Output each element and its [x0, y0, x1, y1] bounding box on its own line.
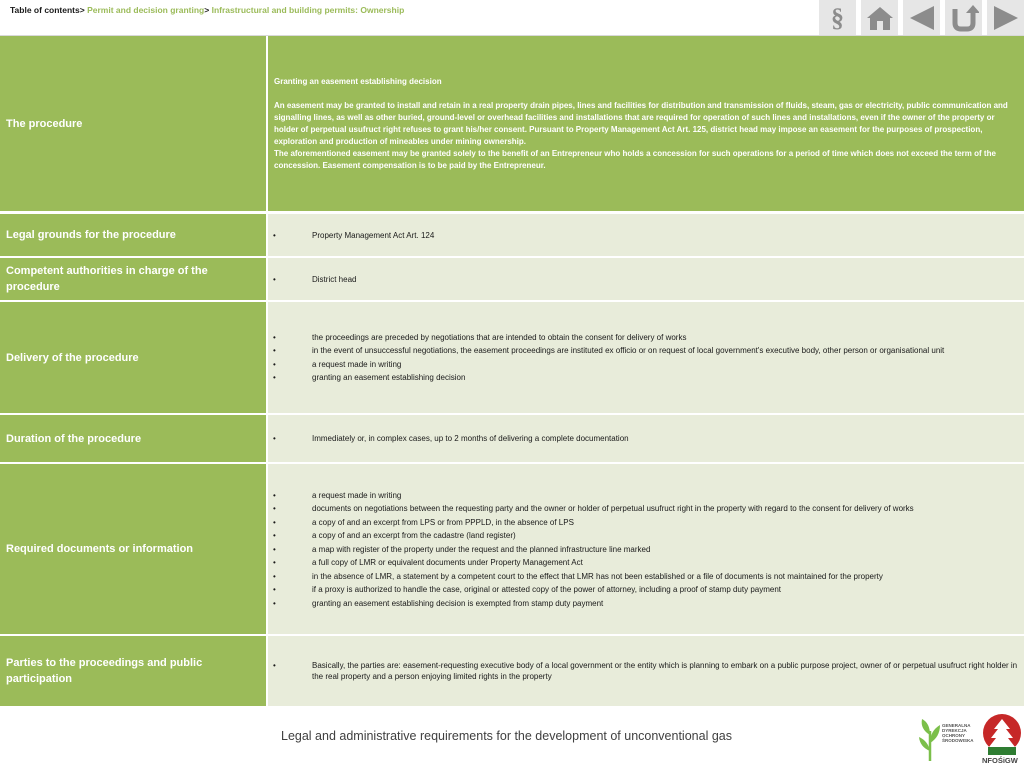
- table-row-documents: [0, 464, 1024, 634]
- row-content: [268, 302, 1024, 413]
- list-item: • a copy of and an excerpt from the cadastre (land register): [272, 530, 1018, 541]
- table-row-legal: [0, 214, 1024, 256]
- list-item: • documents on negotiations between the requesting party and the owner or holder of perpetual usufruct right in the property with regard to the consent for delivery of works: [272, 503, 1018, 514]
- list-item: • in the event of unsuccessful negotiations, the easement proceedings are instituted ex officio or on request of local government's executive body, other person or organisational unit: [272, 345, 1018, 356]
- procedure-paragraph: An easement may be granted to install and retain in a real property drain pipes, lines and facilities for distribution and transmission of fluids, steam, gas or electricity, public communication and signalling lines, as well as other buried, ground-level or overhead facilities and installations that are required for operation of such lines and installations, even if the owner of the property or holder of perpetual usufruct right refuses to grant his/her consent. Pursuant to Property Management Act Art. 125, district head may impose an easement for the purposes of prospection, exploration and production of mineables under mining ownership.: [274, 100, 1008, 146]
- breadcrumb: [10, 5, 404, 15]
- list-item: • in the absence of LMR, a statement by a competent court to the effect that LMR has not been established or a file of documents is not maintained for the property: [272, 571, 1018, 582]
- previous-button[interactable]: [903, 0, 940, 36]
- list-item: • Immediately or, in complex cases, up to 2 months of delivering a complete documentation: [272, 433, 1018, 444]
- list-item: • the proceedings are preceded by negotiations that are intended to obtain the consent for delivery of works: [272, 332, 1018, 343]
- procedure-description: [268, 36, 1024, 211]
- list-item: • Basically, the parties are: easement-requesting executive body of a local government or the entity which is planning to embark on a public purpose project, owner of or perpetual usufruct right holder in the real property and a person enjoying limited rights in the property: [272, 660, 1018, 682]
- nav-toolbar: [819, 0, 1024, 36]
- table-row-delivery: [0, 302, 1024, 413]
- table-row-procedure: [0, 36, 1024, 211]
- row-label: Competent authorities in charge of the procedure: [0, 258, 268, 300]
- list-item: • District head: [272, 274, 1018, 285]
- table-row-authorities: [0, 258, 1024, 300]
- arrow-left-icon: [907, 4, 937, 32]
- procedure-paragraph: The aforementioned easement may be granted solely to the benefit of an Entrepreneur who holds a concession for such operations for a period of time which does not exceed the term of the concession. Easement compensation is to be paid by the Entrepreneur.: [274, 148, 996, 170]
- row-content: [268, 415, 1024, 462]
- nfosigw-logo-text: NFOŚiGW: [982, 756, 1018, 765]
- table-row-parties: [0, 636, 1024, 706]
- nfosigw-logo: [980, 713, 1024, 768]
- list-item: • Property Management Act Art. 124: [272, 230, 1018, 241]
- list-item: • a map with register of the property under the request and the planned infrastructure line marked: [272, 544, 1018, 555]
- row-label: Parties to the proceedings and public participation: [0, 636, 268, 706]
- nfosigw-emblem-icon: [980, 713, 1024, 757]
- list-item: • a request made in writing: [272, 359, 1018, 370]
- legal-basis-button[interactable]: [819, 0, 856, 36]
- breadcrumb-level1[interactable]: Permit and decision granting: [87, 5, 205, 15]
- row-label: Duration of the procedure: [0, 415, 268, 462]
- list-item: • granting an easement establishing decision: [272, 372, 1018, 383]
- row-label: Delivery of the procedure: [0, 302, 268, 413]
- list-item: • a copy of and an excerpt from LPS or from PPPLD, in the absence of LPS: [272, 517, 1018, 528]
- return-button[interactable]: [945, 0, 982, 36]
- arrow-right-icon: [991, 4, 1021, 32]
- procedure-title: Granting an easement establishing decision: [274, 76, 442, 86]
- row-label: Required documents or information: [0, 464, 268, 634]
- footer-title: Legal and administrative requirements for the development of unconventional gas: [281, 729, 732, 743]
- row-content: [268, 258, 1024, 300]
- list-item: • a full copy of LMR or equivalent documents under Property Management Act: [272, 557, 1018, 568]
- next-button[interactable]: [987, 0, 1024, 36]
- home-icon: [865, 4, 895, 32]
- row-content: [268, 464, 1024, 634]
- list-item: • granting an easement establishing decision is exempted from stamp duty payment: [272, 598, 1018, 609]
- paragraph-icon: §: [831, 3, 844, 32]
- gdos-logo: [916, 713, 972, 763]
- table-row-duration: [0, 415, 1024, 462]
- home-button[interactable]: [861, 0, 898, 36]
- list-item: • if a proxy is authorized to handle the case, original or attested copy of the power of attorney, including a proof of stamp duty payment: [272, 584, 1018, 595]
- breadcrumb-level2[interactable]: Infrastructural and building permits: Ownership: [211, 5, 405, 15]
- row-label: The procedure: [0, 36, 268, 211]
- row-content: [268, 636, 1024, 706]
- gdos-logo-text: GENERALNA DYREKCJA OCHRONY ŚRODOWISKA: [942, 723, 974, 743]
- return-icon: [949, 3, 979, 33]
- row-label: Legal grounds for the procedure: [0, 214, 268, 256]
- row-content: [268, 214, 1024, 256]
- list-item: • a request made in writing: [272, 490, 1018, 501]
- breadcrumb-separator: >: [79, 5, 85, 15]
- breadcrumb-root[interactable]: Table of contents: [10, 5, 80, 15]
- breadcrumb-separator: >: [204, 5, 210, 15]
